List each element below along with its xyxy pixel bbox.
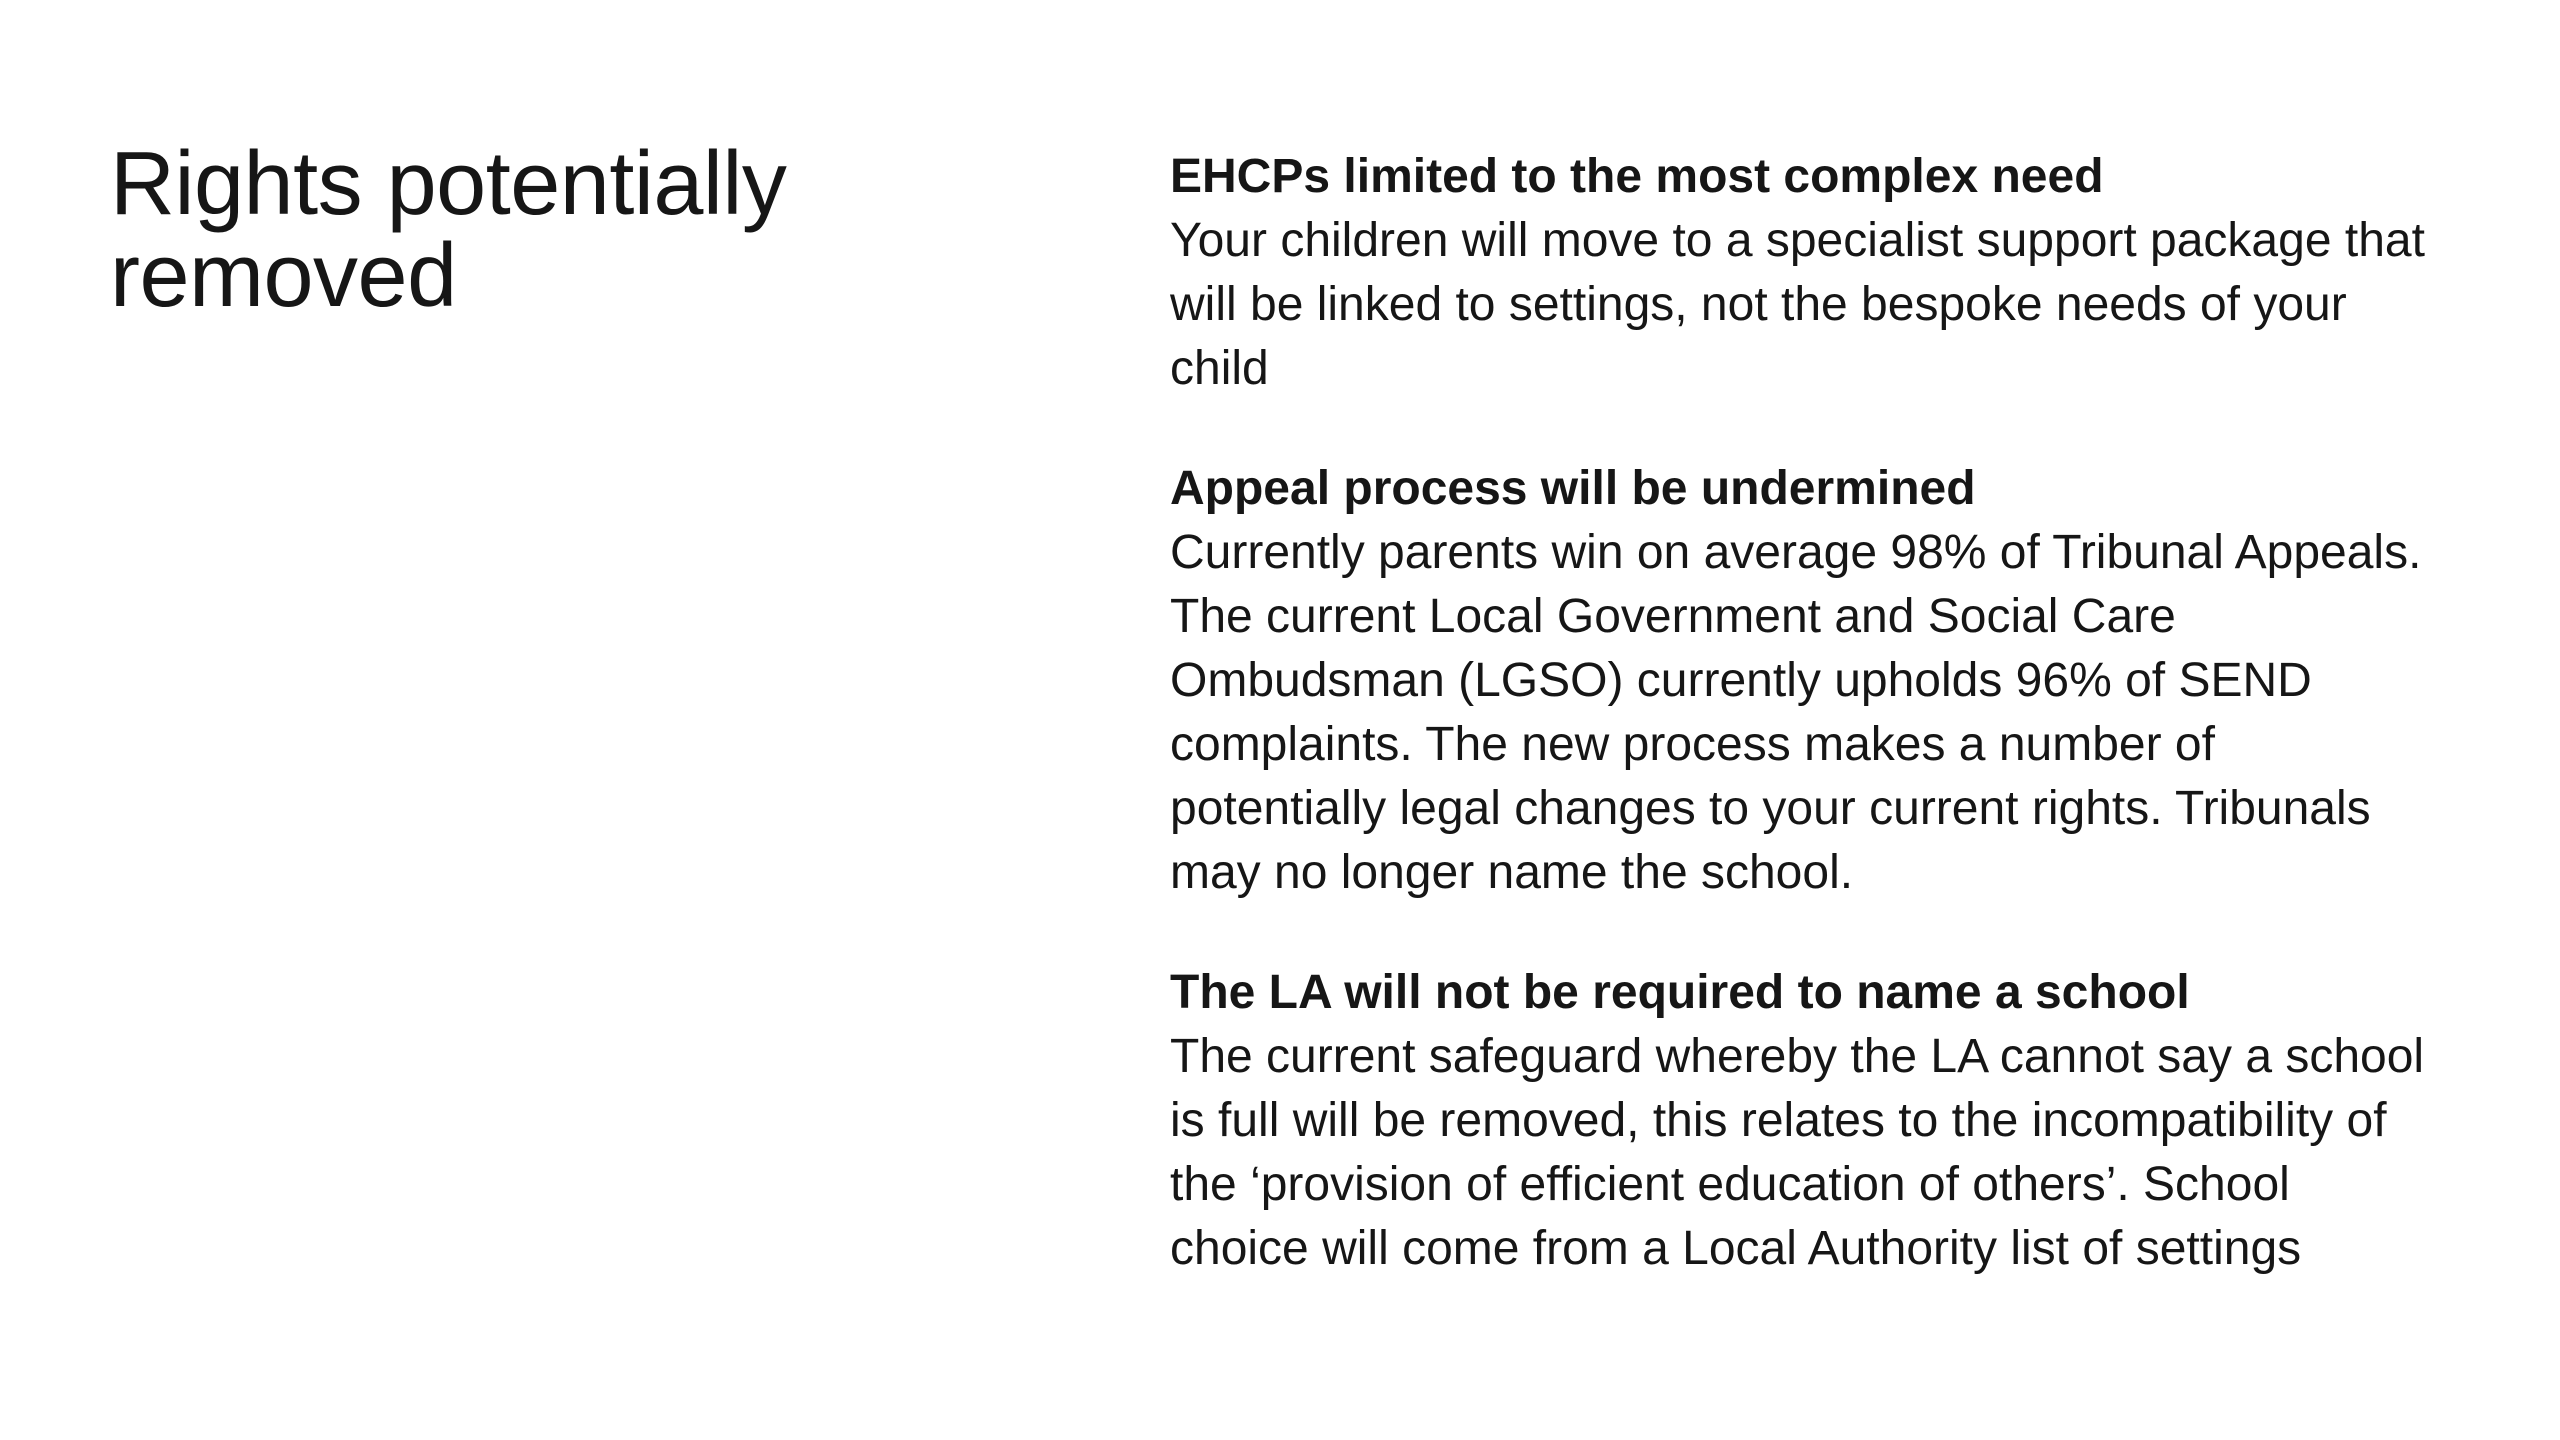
section-la-name-school	[1170, 961, 2430, 1281]
section-body: Your children will move to a specialist support package that will be linked to settings, not the bespoke needs of your child	[1170, 214, 2425, 395]
section-body: The current safeguard whereby the LA cannot say a school is full will be removed, this relates to the incompatibility of the ‘provision of efficient education of others’. School choice will come from a Local Authority list of settings	[1170, 1030, 2425, 1275]
section-heading: The LA will not be required to name a school	[1170, 966, 2190, 1019]
section-heading: Appeal process will be undermined	[1170, 462, 1976, 515]
slide-title: Rights potentially removed	[110, 134, 787, 326]
section-ehcps-limited	[1170, 145, 2430, 401]
section-appeal-process	[1170, 457, 2430, 905]
section-body: Currently parents win on average 98% of Tribunal Appeals. The current Local Government and Social Care Ombudsman (LGSO) currently upholds 96% of SEND complaints. The new process makes a number of potentially legal changes to your current rights. Tribunals may no longer name the school.	[1170, 526, 2422, 899]
section-heading: EHCPs limited to the most complex need	[1170, 150, 2104, 203]
slide-content	[1170, 145, 2430, 1281]
